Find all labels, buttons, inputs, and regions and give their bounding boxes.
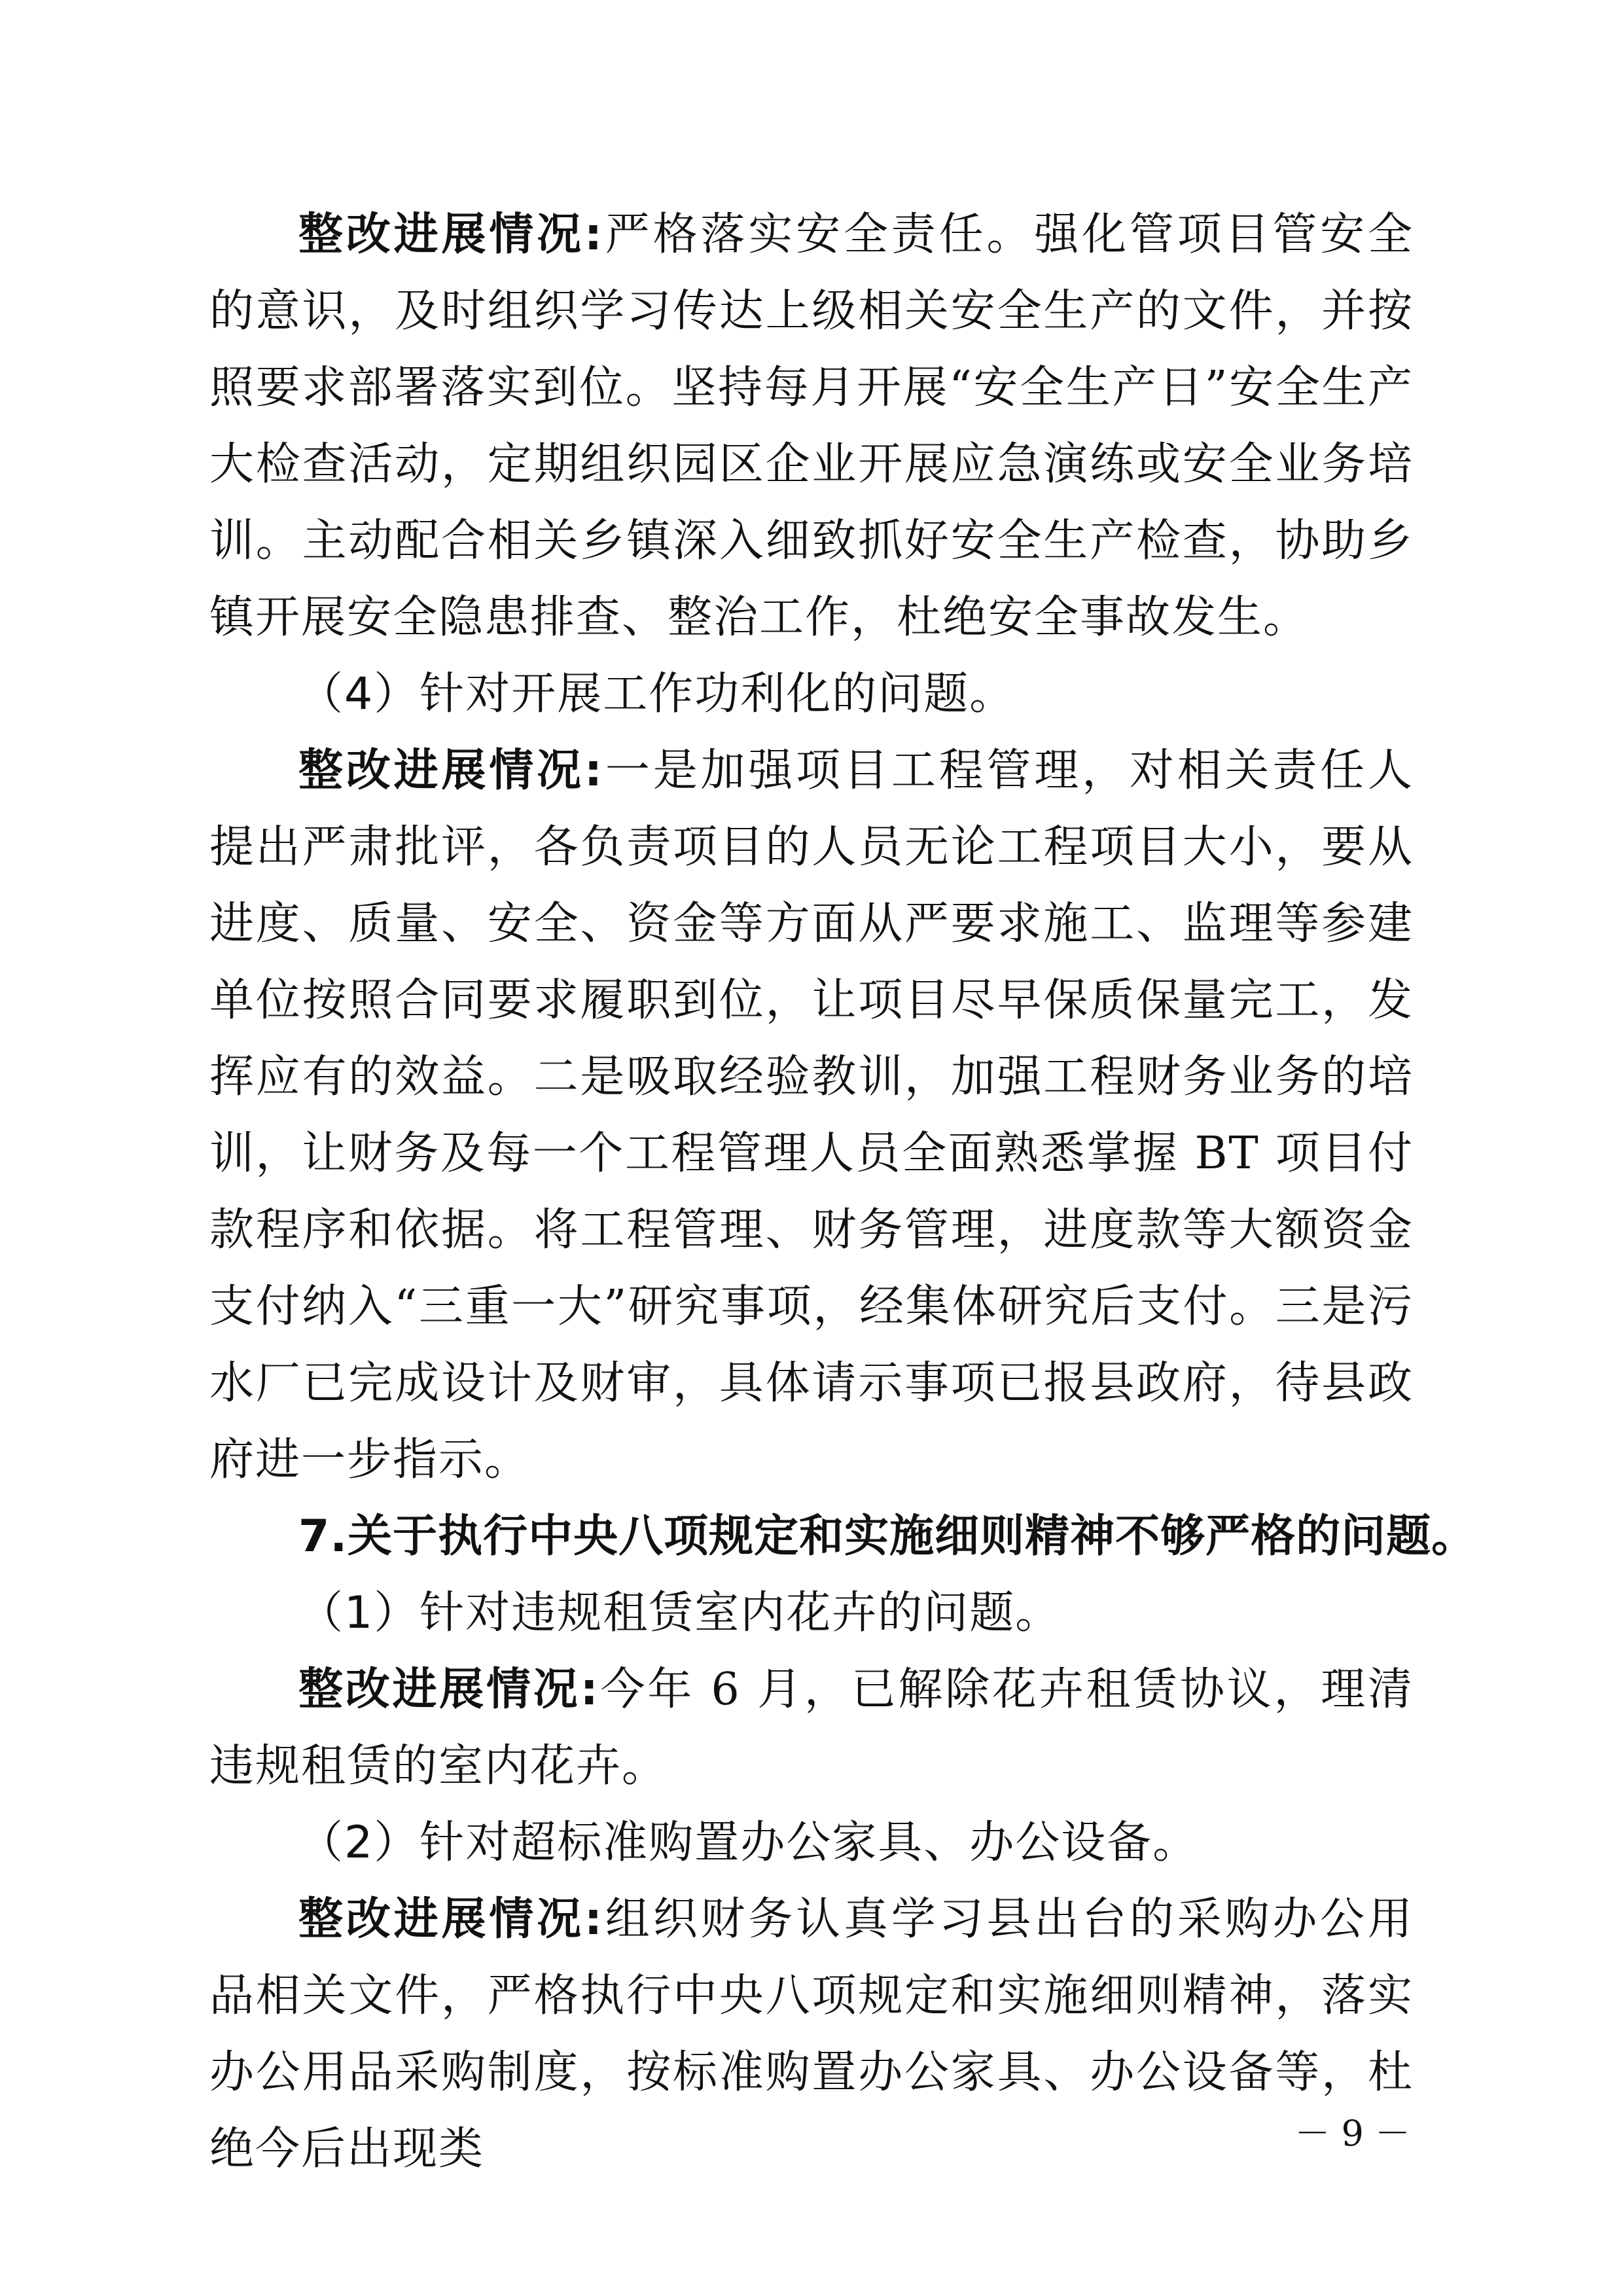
paragraph-text: 一是加强项目工程管理，对相关责任人提出严肃批评，各负责项目的人员无论工程项目大小，要从进度、质量、安全、资金等方面从严要求施工、监理等参建单位按照合同要求履职到位，让项目尽早保质保量完工，发挥应有的效益。二是吸取经验教训，加强工程财务业务的培训，让财务及每一个工程管理人员全面熟悉掌握 BT 项目付款程序和依据。将工程管理、财务管理，进度款等大额资金支付纳入“三重一大”研究事项，经集体研究后支付。三是污水厂已完成设计及财审，具体请示事项已报县政府，待县政府进一步指示。 xyxy=(209,745,1414,1486)
paragraph-text: 严格落实安全责任。强化管项目管安全的意识，及时组织学习传达上级相关安全生产的文件，并按照要求部署落实到位。坚持每月开展“安全生产日”安全生产大检查活动，定期组织园区企业开展应急演练或安全业务培训。主动配合相关乡镇深入细致抓好安全生产检查，协助乡镇开展安全隐患排查、整治工作，杜绝安全事故发生。 xyxy=(209,209,1414,643)
paragraph-flower-progress xyxy=(209,1651,1414,1804)
subheading-4: （4）针对开展工作功利化的问题。 xyxy=(298,668,1016,720)
subheading-2: （2）针对超标准购置办公家具、办公设备。 xyxy=(298,1817,1199,1869)
progress-lead-label: 整改进展情况: xyxy=(298,209,604,260)
paragraph-text: 今年 6 月，已解除花卉租赁协议，理清违规租赁的室内花卉。 xyxy=(209,1664,1414,1792)
page-number: － 9 － xyxy=(1294,2113,1410,2154)
section-heading-7: 7.关于执行中央八项规定和实施细则精神不够严格的问题。 xyxy=(298,1511,1477,1562)
progress-lead-label: 整改进展情况: xyxy=(298,1664,599,1715)
subheading-1: （1）针对违规租赁室内花卉的问题。 xyxy=(298,1587,1061,1639)
paragraph-safety-progress xyxy=(209,196,1414,656)
progress-lead-label: 整改进展情况: xyxy=(298,745,604,797)
paragraph-furniture-progress xyxy=(209,1881,1414,2187)
progress-lead-label: 整改进展情况: xyxy=(298,1893,604,1945)
document-body xyxy=(209,196,1477,2187)
paragraph-text: 组织财务认真学习县出台的采购办公用品相关文件，严格执行中央八项规定和实施细则精神，落实办公用品采购制度，按标准购置办公家具、办公设备等，杜绝今后出现类 xyxy=(209,1893,1414,2175)
paragraph-project-progress xyxy=(209,732,1414,1498)
